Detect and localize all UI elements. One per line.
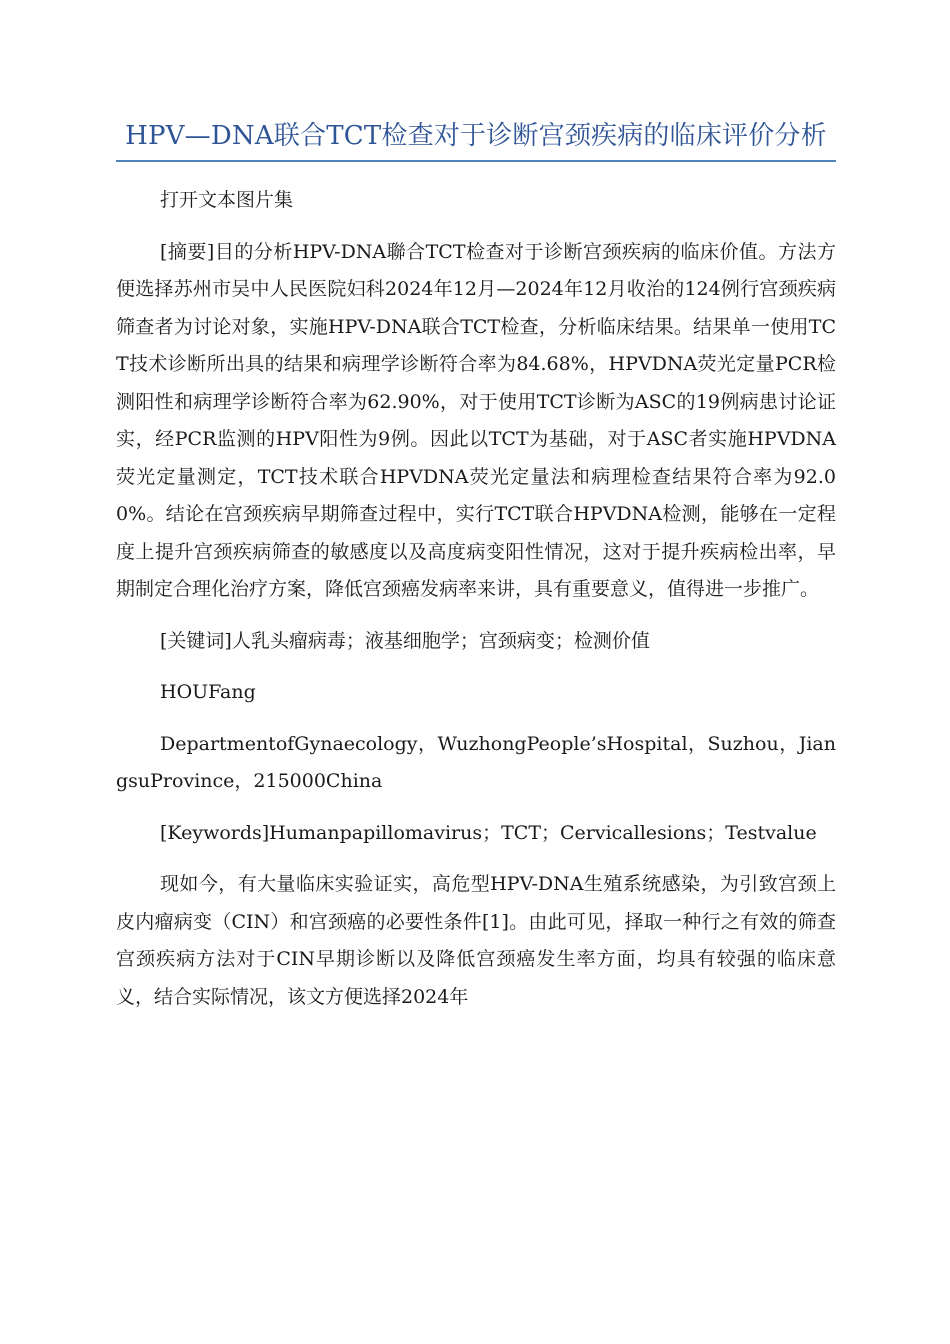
keywords-paragraph: [关键词]人乳头瘤病毒；液基细胞学；宫颈病变；检测价值 <box>160 629 650 652</box>
abstract-paragraph: [摘要]目的分析HPV-DNA聯合TCT检查对于诊断宫颈疾病的临床价值。方法方便选择苏州市吴中人民医院妇科2024年12月—2024年12月收治的124例行宫颈疾病筛查者为讨论对象，实施HPV-DNA联合TCT检查，分析临床结果。结果单一使用TCT技术诊断所出具的结果和病理学诊断符合率为84.68%，HPVDNA荧光定量PCR检测阳性和病理学诊断符合率为62.90%，对于使用TCT诊断为ASC的19例病患讨论证实，经PCR监测的HPV阳性为9例。因此以TCT为基础，对于ASC者实施HPVDNA荧光定量测定，TCT技术联合HPVDNA荧光定量法和病理检查结果符合率为92.00%。结论在宫颈疾病早期筛查过程中，实行TCT联合HPVDNA检测，能够在一定程度上提升宫颈疾病筛查的敏感度以及高度病变阳性情况，这对于提升疾病检出率，早期制定合理化治疗方案，降低宫颈癌发病率来讲，具有重要意义，值得进一步推广。 <box>116 240 836 600</box>
author-name: HOUFang <box>160 681 256 703</box>
image-set-link-text: 打开文本图片集 <box>160 189 294 211</box>
document-page <box>116 108 836 1030</box>
title-underline <box>116 160 836 162</box>
body-paragraph: 现如今，有大量临床实验证实，高危型HPV-DNA生殖系统感染，为引致宫颈上皮内瘤病变（CIN）和宫颈癌的必要性条件[1]。由此可见，择取一种行之有效的筛查宫颈疾病方法对于CIN早期诊断以及降低宫颈癌发生率方面，均具有较强的临床意义，结合实际情况，该文方便选择2024年 <box>116 873 836 1008</box>
english-keywords: [Keywords]Humanpapillomavirus；TCT；Cervicallesions；Testvalue <box>160 821 817 844</box>
document-title: HPV—DNA联合TCT检查对于诊断宫颈疾病的临床评价分析 <box>125 121 827 151</box>
author-affiliation: DepartmentofGynaecology，WuzhongPeople’sHospital，Suzhou，JiangsuProvince，215000China <box>116 732 836 792</box>
